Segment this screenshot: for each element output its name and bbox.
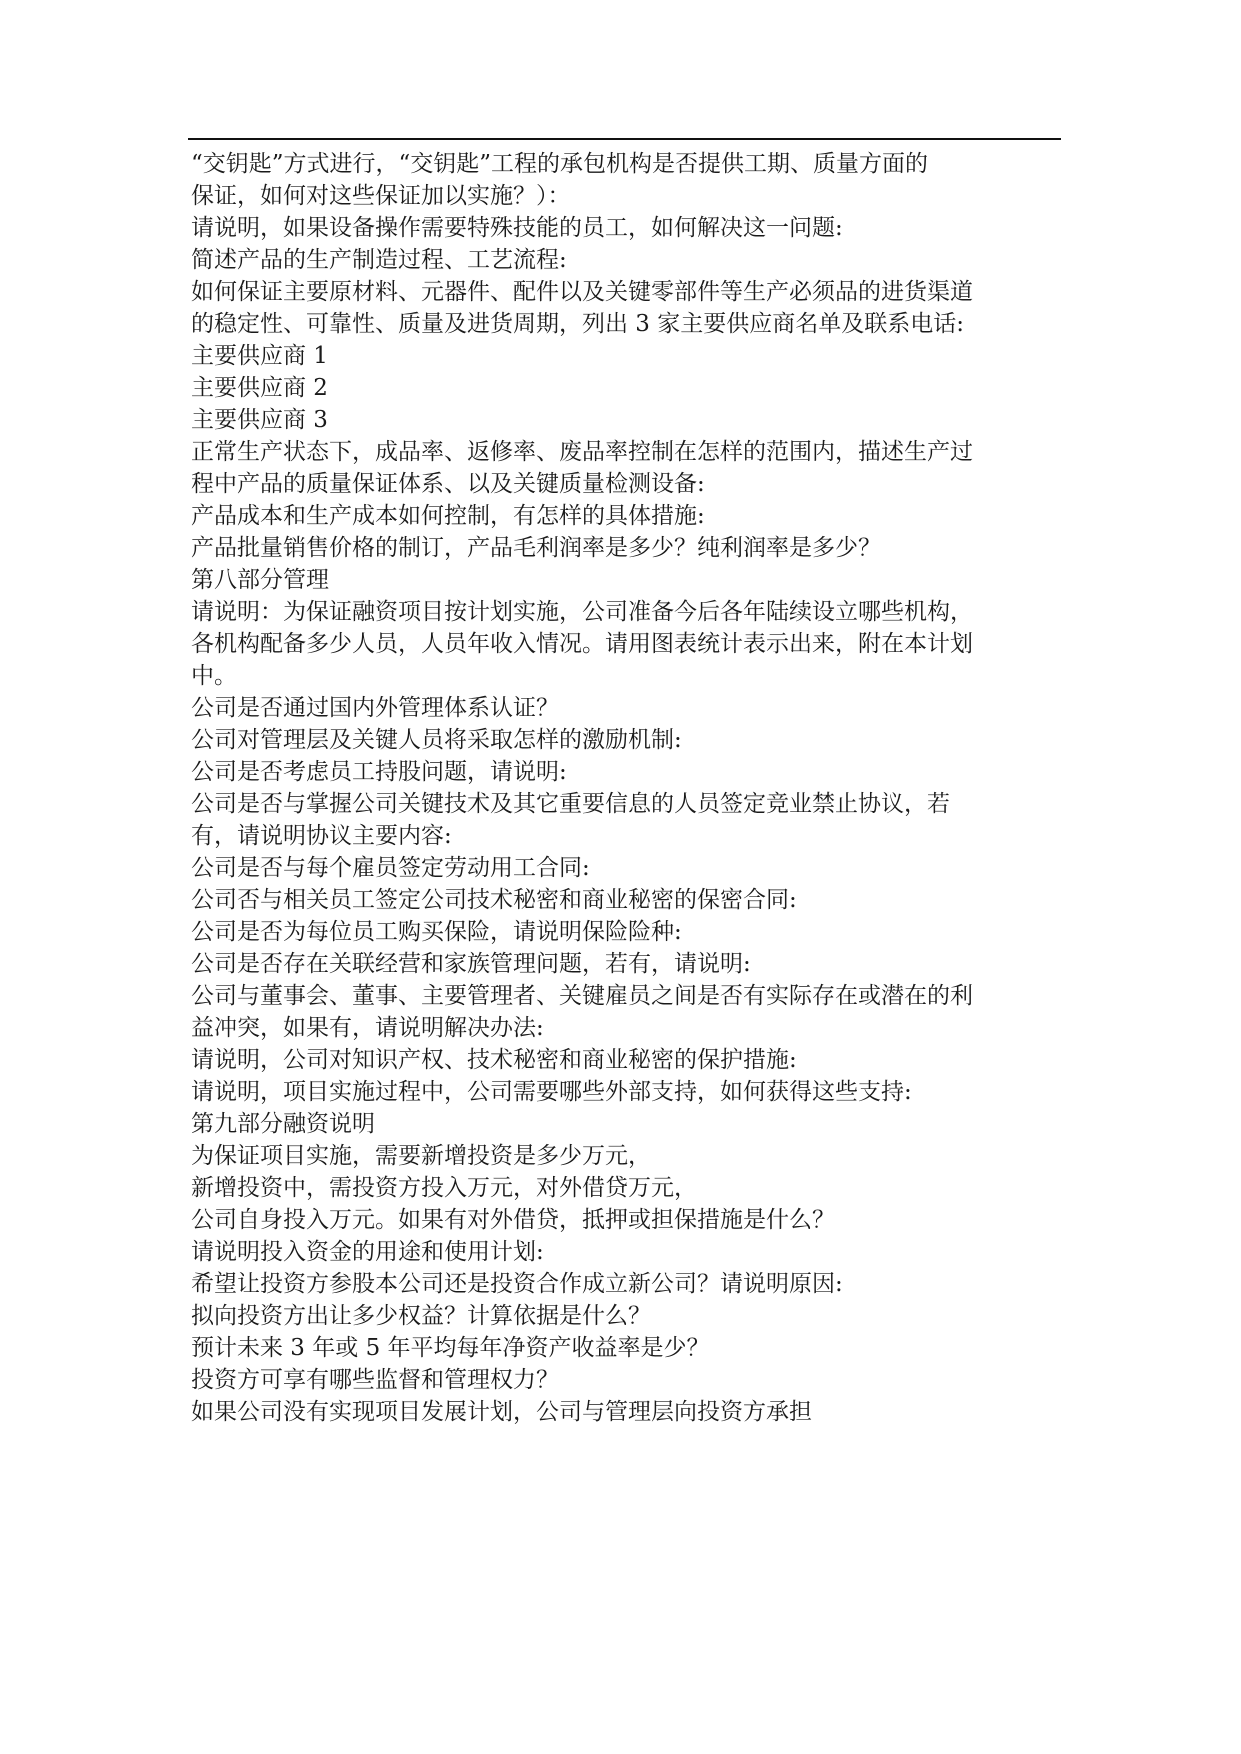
text-line: 预计未来 3 年或 5 年平均每年净资产收益率是少？ [191,1335,710,1361]
text-line: 请说明投入资金的用途和使用计划: [191,1239,544,1265]
text-line: 公司是否与每个雇员签定劳动用工合同: [191,855,590,881]
text-line: 公司否与相关员工签定公司技术秘密和商业秘密的保密合同: [191,887,797,913]
section-heading: 第八部分管理 [191,567,329,593]
text-line: 益冲突，如果有，请说明解决办法: [191,1015,544,1041]
text-line: 公司自身投入万元。如果有对外借贷，抵押或担保措施是什么？ [191,1207,835,1233]
text-line: “交钥匙”方式进行，“交钥匙”工程的承包机构是否提供工期、质量方面的 [191,151,929,177]
text-line: 请说明，项目实施过程中，公司需要哪些外部支持，如何获得这些支持: [191,1079,912,1105]
section-heading: 第九部分融资说明 [191,1111,375,1137]
text-line: 公司与董事会、董事、主要管理者、关键雇员之间是否有实际存在或潜在的利 [191,983,973,1009]
text-line: 有，请说明协议主要内容: [191,823,452,849]
text-line: 请说明，如果设备操作需要特殊技能的员工，如何解决这一问题: [191,215,843,241]
text-line: 公司是否存在关联经营和家族管理问题，若有，请说明: [191,951,751,977]
text-line: 为保证项目实施，需要新增投资是多少万元， [191,1143,651,1169]
text-line: 中。 [191,663,237,689]
text-line: 公司对管理层及关键人员将采取怎样的激励机制: [191,727,682,753]
text-line: 公司是否为每位员工购买保险，请说明保险险种: [191,919,682,945]
text-line: 产品成本和生产成本如何控制，有怎样的具体措施: [191,503,705,529]
text-line: 如果公司没有实现项目发展计划，公司与管理层向投资方承担 [191,1399,812,1425]
text-line: 公司是否考虑员工持股问题，请说明: [191,759,567,785]
text-line: 保证，如何对这些保证加以实施？）： [191,183,571,209]
header-rule [188,138,1061,140]
text-line: 主要供应商 1 [191,343,328,369]
text-line: 新增投资中，需投资方投入万元，对外借贷万元， [191,1175,697,1201]
text-line: 公司是否与掌握公司关键技术及其它重要信息的人员签定竞业禁止协议，若 [191,791,950,817]
body-text [191,148,1057,1428]
text-line: 主要供应商 3 [191,407,328,433]
text-line: 请说明，公司对知识产权、技术秘密和商业秘密的保护措施: [191,1047,797,1073]
text-line: 拟向投资方出让多少权益？计算依据是什么？ [191,1303,651,1329]
text-line: 程中产品的质量保证体系、以及关键质量检测设备: [191,471,705,497]
text-line: 正常生产状态下，成品率、返修率、废品率控制在怎样的范围内，描述生产过 [191,439,973,465]
text-line: 请说明：为保证融资项目按计划实施，公司准备今后各年陆续设立哪些机构， [191,599,973,625]
text-line: 的稳定性、可靠性、质量及进货周期，列出 3 家主要供应商名单及联系电话: [191,311,965,337]
text-line: 如何保证主要原材料、元器件、配件以及关键零部件等生产必须品的进货渠道 [191,279,973,305]
text-line: 产品批量销售价格的制订，产品毛利润率是多少？纯利润率是多少？ [191,535,881,561]
text-line: 各机构配备多少人员，人员年收入情况。请用图表统计表示出来，附在本计划 [191,631,973,657]
text-line: 公司是否通过国内外管理体系认证？ [191,695,559,721]
text-line: 希望让投资方参股本公司还是投资合作成立新公司？请说明原因: [191,1271,843,1297]
text-line: 投资方可享有哪些监督和管理权力？ [191,1367,559,1393]
text-line: 主要供应商 2 [191,375,328,401]
text-line: 简述产品的生产制造过程、工艺流程: [191,247,567,273]
